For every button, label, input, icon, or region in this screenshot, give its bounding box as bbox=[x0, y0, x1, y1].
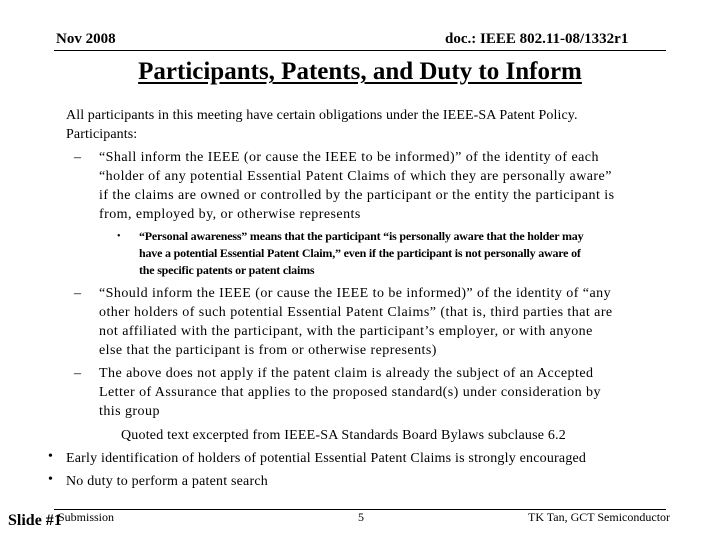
footer-author: TK Tan, GCT Semiconductor bbox=[528, 510, 671, 524]
header-date: Nov 2008 bbox=[56, 31, 116, 47]
slide-label: Slide #1 bbox=[8, 512, 62, 529]
item1-line-2: “holder of any potential Essential Patent Claims of which they are personally aware” bbox=[99, 169, 612, 184]
item2-line-2: other holders of such potential Essential Patent Claims” (that is, third parties that are bbox=[99, 305, 613, 320]
item3-line-2: Letter of Assurance that applies to the proposed standard(s) under consideration by bbox=[99, 385, 601, 400]
header-doc-id: doc.: IEEE 802.11-08/1332r1 bbox=[445, 31, 629, 47]
item1-line-4: from, employed by, or otherwise represents bbox=[99, 207, 361, 222]
sub-bullet-marker: • bbox=[117, 231, 121, 242]
item1-line-1: “Shall inform the IEEE (or cause the IEEE to be informed)” of the identity of each bbox=[99, 150, 599, 165]
item3-line-1: The above does not apply if the patent claim is already the subject of an Accepted bbox=[99, 366, 594, 381]
intro-line-2: Participants: bbox=[66, 127, 138, 142]
item2-line-4: else that the participant is from or otherwise represents) bbox=[99, 343, 437, 358]
item1-sub-line-1: “Personal awareness” means that the participant “is personally aware that the holder may bbox=[139, 229, 584, 243]
bullet-1: Early identification of holders of potential Essential Patent Claims is strongly encouraged bbox=[66, 451, 587, 466]
intro-line-1: All participants in this meeting have certain obligations under the IEEE-SA Patent Policy. bbox=[66, 108, 578, 123]
footer-submission: Submission bbox=[58, 510, 115, 524]
item1-sub-line-2: have a potential Essential Patent Claim,” even if the participant is not personally aware of bbox=[139, 246, 581, 260]
item1-sub-line-3: the specific patents or patent claims bbox=[139, 263, 315, 277]
bullet-marker-2: • bbox=[48, 472, 53, 487]
item1-line-3: if the claims are owned or controlled by the participant or the entity the participant is bbox=[99, 188, 615, 203]
footer-page-number: 5 bbox=[358, 510, 364, 524]
dash-marker-2: – bbox=[74, 286, 82, 301]
header-rule bbox=[54, 50, 666, 51]
bullet-2: No duty to perform a patent search bbox=[66, 474, 268, 489]
dash-marker-3: – bbox=[74, 366, 82, 381]
item2-line-1: “Should inform the IEEE (or cause the IEEE to be informed)” of the identity of “any bbox=[99, 286, 612, 301]
item2-line-3: not affiliated with the participant, with the participant’s employer, or with anyone bbox=[99, 324, 593, 339]
quote-note: Quoted text excerpted from IEEE-SA Standards Board Bylaws subclause 6.2 bbox=[121, 428, 566, 443]
item3-line-3: this group bbox=[99, 404, 160, 419]
page-title: Participants, Patents, and Duty to Inform bbox=[138, 58, 582, 85]
bullet-marker-1: • bbox=[48, 449, 53, 464]
dash-marker-1: – bbox=[74, 150, 82, 165]
